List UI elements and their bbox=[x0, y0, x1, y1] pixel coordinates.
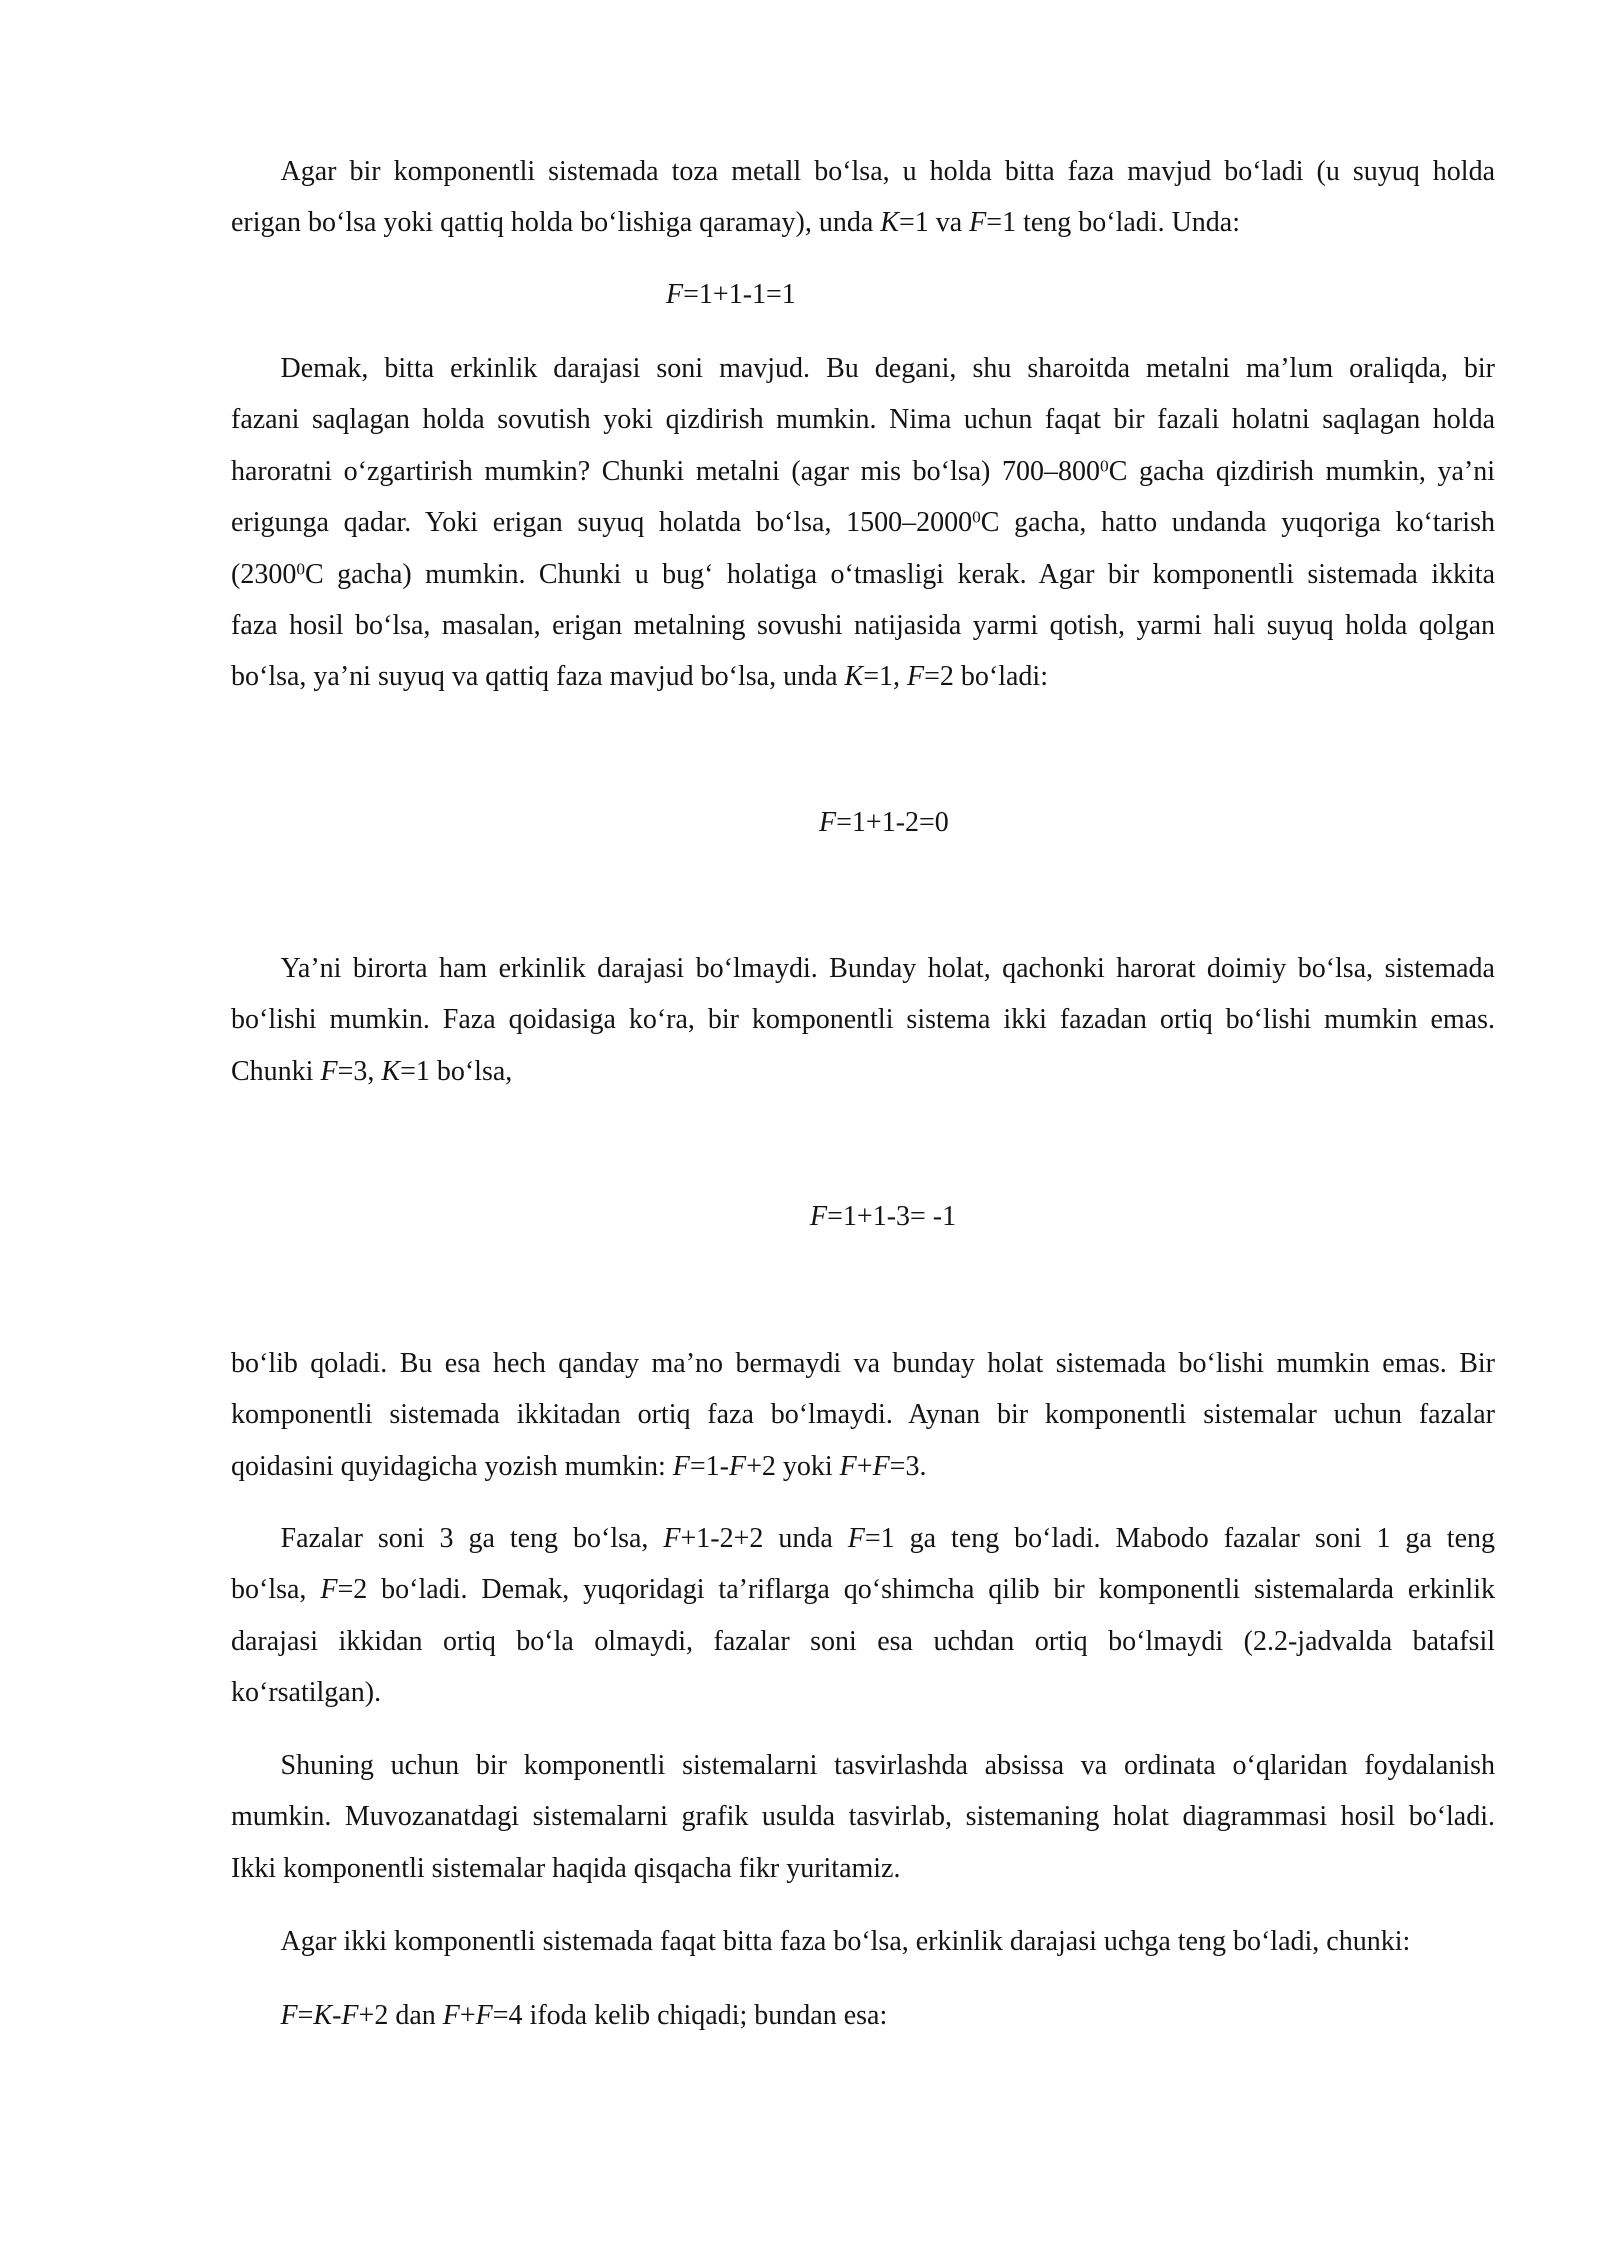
text-line bbox=[666, 269, 796, 320]
paragraph bbox=[231, 1513, 1495, 1719]
text-run: C gacha qizdirish mumkin, ya’ni bbox=[1108, 455, 1495, 487]
paragraph bbox=[231, 1990, 1495, 2041]
text-run: +2 yoki bbox=[746, 1450, 840, 1482]
text-run: - bbox=[332, 2000, 342, 2031]
text-line bbox=[231, 146, 1495, 197]
text-run: =1+1-2=0 bbox=[836, 807, 949, 838]
text-run: Ya’ni birorta ham erkinlik darajasi bo‘lmaydi. Bunday holat, qachonki harorat doimiy bo‘lsa, sistemada bbox=[280, 953, 1495, 984]
text-run: =1- bbox=[689, 1450, 729, 1482]
text-run: =1+1-3= -1 bbox=[827, 1201, 957, 1232]
text-run: =1, bbox=[863, 661, 907, 693]
variable-symbol: F bbox=[810, 1201, 828, 1232]
text-line bbox=[231, 1441, 1495, 1492]
paragraph bbox=[231, 943, 1495, 1097]
text-line bbox=[231, 1990, 1495, 2041]
text-line bbox=[231, 1564, 1495, 1615]
formula bbox=[666, 269, 796, 320]
text-line bbox=[231, 600, 1495, 651]
text-run: Agar bir komponentli sistemada toza metall bo‘lsa, u holda bitta faza mavjud bo‘ladi (u suyuq holda bbox=[280, 156, 1495, 187]
text-run: = bbox=[297, 2000, 314, 2031]
variable-symbol: K bbox=[844, 661, 864, 693]
variable-symbol: F bbox=[280, 2000, 298, 2031]
text-line bbox=[231, 197, 1495, 248]
variable-symbol: K bbox=[381, 1055, 401, 1087]
variable-symbol: F bbox=[969, 207, 987, 239]
text-run: komponentli sistemada ikkitadan ortiq faza bo‘lmaydi. Aynan bir komponentli sistemalar uchun fazalar bbox=[231, 1399, 1495, 1431]
text-line bbox=[231, 549, 1495, 600]
variable-symbol: F bbox=[672, 1450, 690, 1482]
variable-symbol: K bbox=[880, 207, 899, 239]
text-run: =1 ga teng bo‘ladi. Mabodo fazalar soni 1 ga teng bbox=[864, 1523, 1496, 1554]
variable-symbol: F bbox=[666, 279, 684, 310]
variable-symbol: F bbox=[847, 1523, 865, 1554]
text-run: =1 teng bo‘ladi. Unda: bbox=[986, 207, 1241, 239]
text-run: erigunga qadar. Yoki erigan suyuq holatda bo‘lsa, 1500–2000 bbox=[231, 507, 973, 539]
text-run: Chunki bbox=[231, 1055, 321, 1087]
text-line bbox=[231, 1046, 1495, 1097]
text-run: + bbox=[856, 1450, 873, 1482]
text-line bbox=[231, 1389, 1495, 1440]
paragraph bbox=[231, 343, 1495, 703]
text-line bbox=[231, 1843, 1495, 1894]
text-run: bo‘lib qoladi. Bu esa hech qanday ma’no bermaydi va bunday holat sistemada bo‘lishi mumkin emas. Bir bbox=[231, 1348, 1495, 1379]
variable-symbol: F bbox=[728, 1450, 747, 1482]
text-line bbox=[231, 1616, 1495, 1667]
variable-symbol: F bbox=[341, 2000, 359, 2031]
text-run: fazani saqlagan holda sovutish yoki qizdirish mumkin. Nima uchun faqat bir fazali holatni saqlagan holda bbox=[231, 404, 1495, 436]
paragraph bbox=[231, 1740, 1495, 1894]
text-run: Demak, bitta erkinlik darajasi soni mavjud. Bu degani, shu sharoitda metalni ma’lum oraliqda, bir bbox=[280, 353, 1495, 384]
text-line bbox=[231, 1916, 1495, 1967]
text-run: Agar ikki komponentli sistemada faqat bitta faza bo‘lsa, erkinlik darajasi uchga teng bo‘ladi, chunki: bbox=[280, 1926, 1411, 1957]
text-run: qoidasini quyidagicha yozish mumkin: bbox=[231, 1450, 673, 1482]
text-run: Shuning uchun bir komponentli sistemalarni tasvirlashda absissa va ordinata o‘qlaridan foydalanish bbox=[280, 1750, 1495, 1781]
text-line bbox=[231, 651, 1495, 702]
variable-symbol: F bbox=[872, 1450, 890, 1482]
text-run: Ikki komponentli sistemalar haqida qisqacha fikr yuritamiz. bbox=[231, 1852, 901, 1884]
text-run: +1-2+2 unda bbox=[680, 1523, 848, 1554]
formula bbox=[810, 1191, 956, 1242]
text-run: =1+1-1=1 bbox=[683, 279, 796, 310]
variable-symbol: F bbox=[320, 1574, 338, 1606]
paragraph bbox=[231, 1338, 1495, 1492]
paragraph bbox=[231, 146, 1495, 249]
text-run: C gacha, hatto undanda yuqoriga ko‘tarish bbox=[980, 507, 1495, 539]
text-run: (2300 bbox=[231, 558, 297, 590]
variable-symbol: F bbox=[819, 807, 837, 838]
text-line bbox=[231, 394, 1495, 445]
text-run: erigan bo‘lsa yoki qattiq holda bo‘lishiga qaramay), unda bbox=[231, 207, 881, 239]
text-run: =3, bbox=[337, 1055, 382, 1087]
text-line bbox=[231, 994, 1495, 1045]
superscript: 0 bbox=[1100, 456, 1109, 476]
text-run: =1 va bbox=[898, 207, 970, 239]
paragraph bbox=[231, 1916, 1495, 1967]
text-line bbox=[231, 1740, 1495, 1791]
text-run: bo‘lishi mumkin. Faza qoidasiga ko‘ra, bir komponentli sistema ikki fazadan ortiq bo‘lishi mumkin emas. bbox=[231, 1004, 1495, 1036]
variable-symbol: F bbox=[320, 1055, 338, 1087]
text-run: bo‘lsa, ya’ni suyuq va qattiq faza mavjud bo‘lsa, unda bbox=[231, 661, 845, 693]
text-run: darajasi ikkidan ortiq bo‘la olmaydi, fazalar soni esa uchdan ortiq bo‘lmaydi (2.2-jadvalda batafsil bbox=[231, 1625, 1495, 1657]
variable-symbol: F bbox=[475, 2000, 493, 2031]
variable-symbol: K bbox=[313, 2000, 333, 2031]
text-line bbox=[810, 1191, 956, 1242]
text-run: =2 bo‘ladi. Demak, yuqoridagi ta’riflarga qo‘shimcha qilib bir komponentli sistemalarda erkinlik bbox=[337, 1574, 1495, 1606]
variable-symbol: F bbox=[663, 1523, 681, 1554]
text-run: =3. bbox=[889, 1450, 927, 1482]
text-run: + bbox=[459, 2000, 476, 2031]
text-run: =2 bo‘ladi: bbox=[924, 661, 1048, 693]
variable-symbol: F bbox=[839, 1450, 857, 1482]
formula bbox=[819, 797, 949, 848]
text-run: Fazalar soni 3 ga teng bo‘lsa, bbox=[280, 1523, 664, 1554]
text-line bbox=[231, 1667, 1495, 1718]
text-run: =4 ifoda kelib chiqadi; bundan esa: bbox=[492, 2000, 888, 2031]
text-line bbox=[231, 1338, 1495, 1389]
text-line bbox=[231, 943, 1495, 994]
text-line bbox=[231, 1791, 1495, 1842]
text-line bbox=[231, 446, 1495, 497]
text-run: +2 dan bbox=[358, 2000, 443, 2031]
text-run: haroratni o‘zgartirish mumkin? Chunki metalni (agar mis bo‘lsa) 700–800 bbox=[231, 455, 1100, 487]
text-run: ko‘rsatilgan). bbox=[231, 1677, 382, 1709]
text-line bbox=[231, 497, 1495, 548]
variable-symbol: F bbox=[906, 661, 925, 693]
text-line bbox=[231, 343, 1495, 394]
text-line bbox=[231, 1513, 1495, 1564]
text-run: bo‘lsa, bbox=[231, 1574, 321, 1606]
text-run: mumkin. Muvozanatdagi sistemalarni grafik usulda tasvirlab, sistemaning holat diagrammasi hosil bo‘ladi. bbox=[231, 1801, 1495, 1833]
superscript: 0 bbox=[972, 507, 981, 527]
superscript: 0 bbox=[296, 559, 306, 579]
text-run: faza hosil bo‘lsa, masalan, erigan metalning sovushi natijasida yarmi qotish, yarmi hali suyuq holda qolgan bbox=[231, 610, 1495, 642]
text-run: =1 bo‘lsa, bbox=[400, 1055, 513, 1087]
text-run: C gacha) mumkin. Chunki u bug‘ holatiga o‘tmasligi kerak. Agar bir komponentli sistemada ikkita bbox=[305, 558, 1495, 590]
text-line bbox=[819, 797, 949, 848]
variable-symbol: F bbox=[442, 2000, 460, 2031]
